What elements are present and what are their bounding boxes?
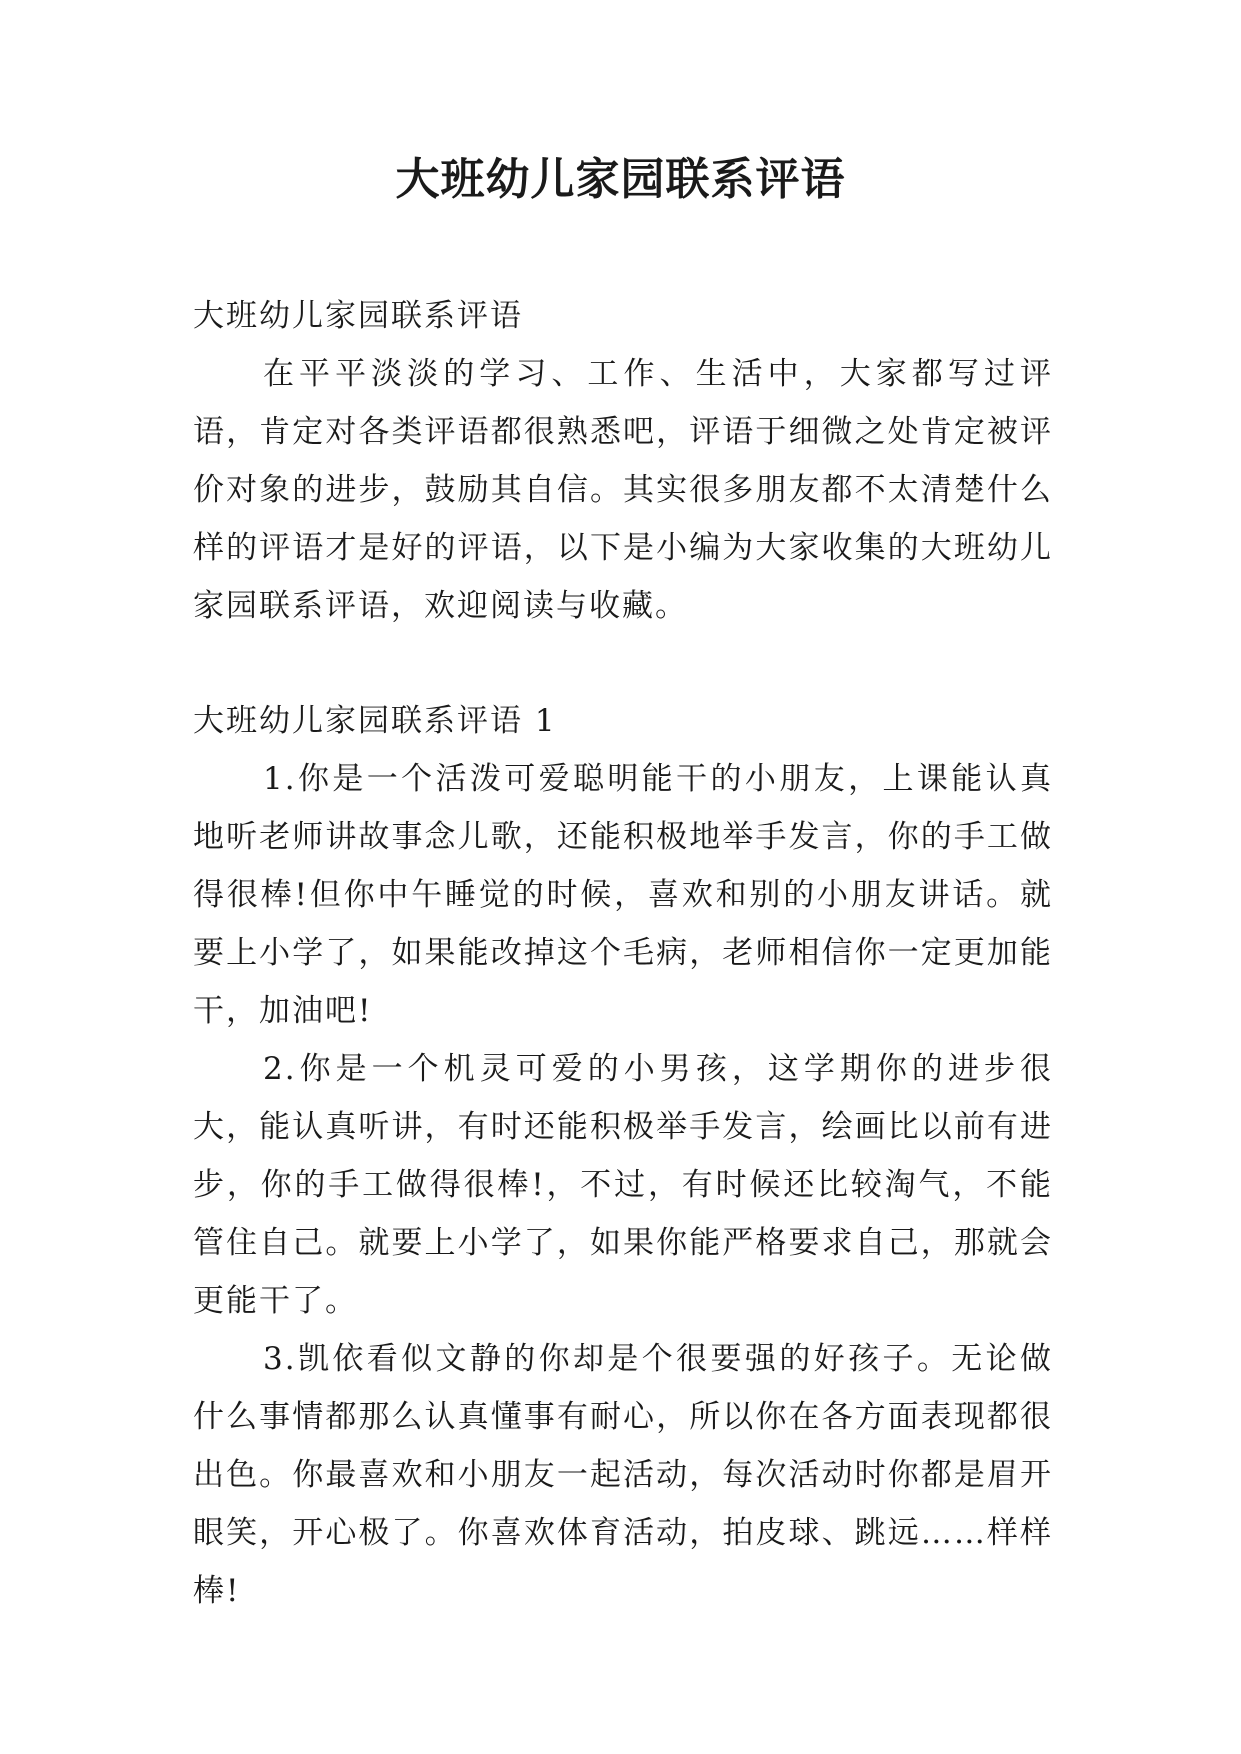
part-heading: 大班幼儿家园联系评语 1: [193, 703, 557, 739]
section-heading: 大班幼儿家园联系评语: [193, 298, 523, 334]
comment-item: 2.你是一个机灵可爱的小男孩，这学期你的进步很大，能认真听讲，有时还能积极举手发言，绘画比以前有进步，你的手工做得很棒!，不过，有时候还比较淘气，不能管住自己。就要上小学了，如果你能严格要求自己，那就会更能干了。: [193, 1051, 1053, 1319]
intro-paragraph: 在平平淡淡的学习、工作、生活中，大家都写过评语，肯定对各类评语都很熟悉吧，评语于细微之处肯定被评价对象的进步，鼓励其自信。其实很多朋友都不太清楚什么样的评语才是好的评语，以下是小编为大家收集的大班幼儿家园联系评语，欢迎阅读与收藏。: [193, 356, 1053, 624]
document-title: 大班幼儿家园联系评语: [395, 154, 846, 205]
comment-item: 1.你是一个活泼可爱聪明能干的小朋友，上课能认真地听老师讲故事念儿歌，还能积极地举手发言，你的手工做得很棒!但你中午睡觉的时候，喜欢和别的小朋友讲话。就要上小学了，如果能改掉这个毛病，老师相信你一定更加能干，加油吧!: [193, 761, 1053, 1029]
comment-item: 3.凯依看似文静的你却是个很要强的好孩子。无论做什么事情都那么认真懂事有耐心，所以你在各方面表现都很出色。你最喜欢和小朋友一起活动，每次活动时你都是眉开眼笑，开心极了。你喜欢体育活动，拍皮球、跳远……样样棒!: [193, 1341, 1053, 1609]
